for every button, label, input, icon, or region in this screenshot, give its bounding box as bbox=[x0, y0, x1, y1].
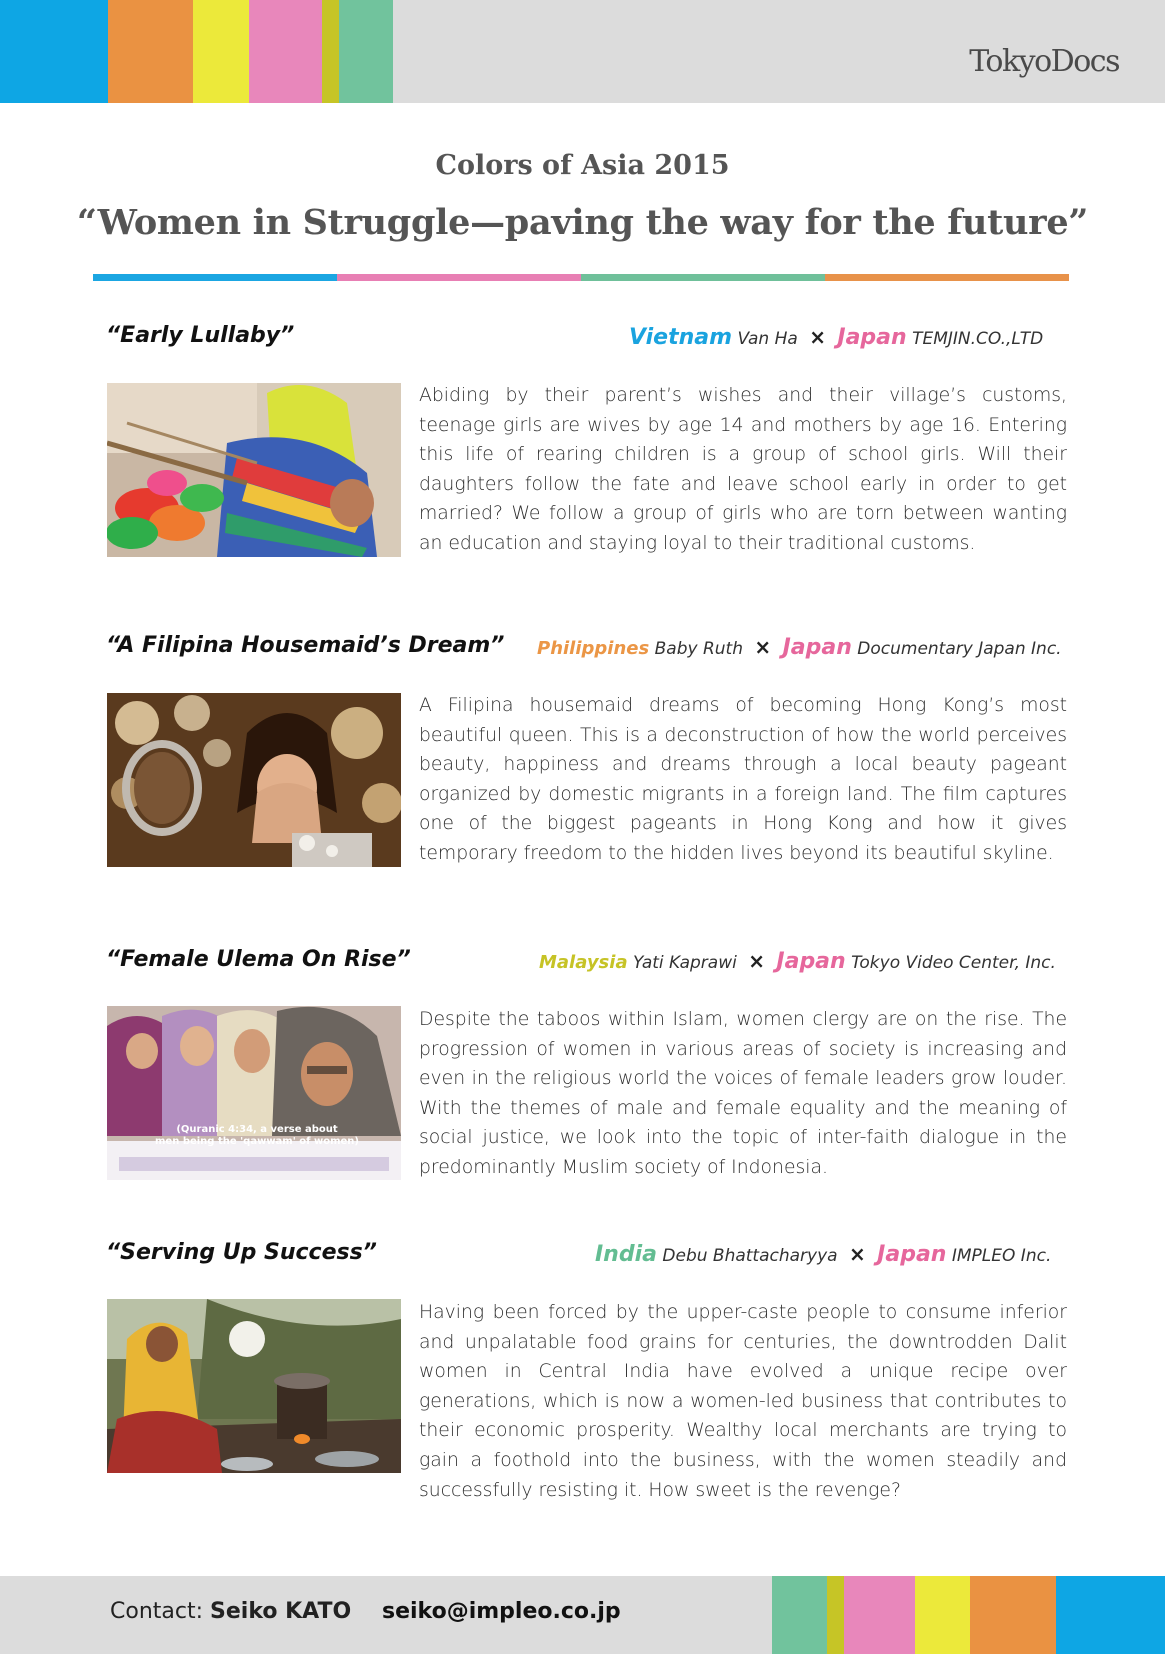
header-stripe-pink bbox=[249, 0, 322, 103]
film-female-ulema-on-rise bbox=[0, 947, 1165, 1187]
image-caption-line-1: (Quranic 4:34, a verse about bbox=[176, 1124, 338, 1135]
director-name: Baby Ruth bbox=[654, 639, 743, 659]
film-filipina-housemaids-dream bbox=[0, 633, 1165, 873]
footer-stripe-orange bbox=[970, 1576, 1056, 1654]
footer-stripe-green bbox=[772, 1576, 827, 1654]
film-title: “Early Lullaby” bbox=[106, 323, 295, 348]
contact-name: Seiko KATO bbox=[210, 1599, 352, 1624]
contact-label: Contact: bbox=[110, 1599, 204, 1624]
contact-line bbox=[110, 1599, 351, 1624]
film-still-image bbox=[107, 383, 401, 557]
header-stripe-green bbox=[339, 0, 393, 103]
tokyodocs-logo: TokyoDocs bbox=[969, 44, 1119, 79]
woman-cooking-illustration bbox=[107, 1299, 401, 1473]
film-still-image bbox=[107, 1299, 401, 1473]
header-stripe-orange bbox=[108, 0, 193, 103]
rule-segment-blue bbox=[93, 274, 337, 281]
film-credit bbox=[629, 325, 1043, 350]
director-name: Debu Bhattacharyya bbox=[662, 1246, 838, 1266]
film-title: “Serving Up Success” bbox=[106, 1240, 377, 1265]
film-early-lullaby bbox=[0, 323, 1165, 563]
event-subtitle: Colors of Asia 2015 bbox=[435, 150, 730, 181]
film-credit bbox=[539, 949, 1056, 974]
country-japan: Japan bbox=[776, 949, 846, 974]
header-stripe-yellow bbox=[193, 0, 249, 103]
film-still-image bbox=[107, 693, 401, 867]
multicolor-rule bbox=[93, 274, 1069, 281]
film-title: “A Filipina Housemaid’s Dream” bbox=[106, 633, 505, 658]
footer-band bbox=[0, 1576, 1165, 1654]
country-japan: Japan bbox=[782, 635, 852, 660]
header-stripe-olive bbox=[322, 0, 339, 103]
image-caption-line-2: men being the 'qawwam' of women) bbox=[155, 1136, 359, 1147]
country-india: India bbox=[595, 1242, 657, 1267]
country-malaysia: Malaysia bbox=[539, 952, 628, 973]
company-name: TEMJIN.CO.,LTD bbox=[912, 329, 1044, 349]
director-name: Yati Kaprawi bbox=[633, 953, 737, 973]
company-name: IMPLEO Inc. bbox=[951, 1246, 1052, 1266]
film-credit bbox=[595, 1242, 1051, 1267]
rule-segment-orange bbox=[825, 274, 1069, 281]
film-serving-up-success bbox=[0, 1240, 1165, 1520]
cross-icon: × bbox=[754, 635, 772, 659]
director-name: Van Ha bbox=[737, 329, 798, 349]
cross-icon: × bbox=[809, 325, 826, 349]
footer-stripe-yellow bbox=[915, 1576, 970, 1654]
film-title: “Female Ulema On Rise” bbox=[106, 947, 411, 972]
country-japan: Japan bbox=[837, 325, 907, 350]
country-philippines: Philippines bbox=[537, 638, 650, 659]
country-japan: Japan bbox=[877, 1242, 947, 1267]
cross-icon: × bbox=[849, 1242, 866, 1266]
beauty-queen-illustration bbox=[107, 693, 401, 867]
country-vietnam: Vietnam bbox=[629, 325, 733, 350]
film-credit bbox=[537, 635, 1062, 660]
rule-segment-pink bbox=[337, 274, 581, 281]
film-synopsis: A Filipina housemaid dreams of becoming Hong Kong’s most beautiful queen. This is a deconstruction of how the world perceives beauty, happiness and dreams through a local beauty pageant organized by domestic migrants in a foreign land. The film captures one of the biggest pageants in Hong Kong and how it gives temporary freedom to the hidden lives beyond its beautiful skyline. bbox=[419, 695, 1067, 864]
footer-stripe-blue bbox=[1056, 1576, 1165, 1654]
hijab-women-illustration bbox=[107, 1006, 401, 1180]
header-band bbox=[0, 0, 1165, 103]
girls-thread-illustration bbox=[107, 383, 401, 557]
footer-stripe-olive bbox=[827, 1576, 844, 1654]
rule-segment-green bbox=[581, 274, 825, 281]
header-stripe-blue bbox=[0, 0, 108, 103]
contact-email-link[interactable]: seiko@impleo.co.jp bbox=[382, 1599, 621, 1624]
event-title: “Women in Struggle—paving the way for the future” bbox=[76, 202, 1089, 243]
film-synopsis: Having been forced by the upper-caste people to consume inferior and unpalatable food grains for centuries, the downtrodden Dalit women in Central India have evolved a unique recipe over generations, which is now a women-led business that contributes to their economic prosperity. Wealthy local merchants are trying to gain a foothold into the business, with the women steadily and successfully resisting it. How sweet is the revenge? bbox=[419, 1302, 1067, 1501]
company-name: Documentary Japan Inc. bbox=[857, 639, 1062, 659]
company-name: Tokyo Video Center, Inc. bbox=[851, 953, 1056, 973]
footer-stripe-pink bbox=[844, 1576, 915, 1654]
film-synopsis: Despite the taboos within Islam, women clergy are on the rise. The progression of women in various areas of society is increasing and even in the religious world the voices of female leaders grow louder. With the themes of male and female equality and the meaning of social justice, we look into the topic of inter-faith dialogue in the predominantly Muslim society of Indonesia. bbox=[419, 1009, 1067, 1178]
film-still-image bbox=[107, 1006, 401, 1180]
cross-icon: × bbox=[748, 949, 765, 973]
film-synopsis: Abiding by their parent’s wishes and their village’s customs, teenage girls are wives by age 14 and mothers by age 16. Entering this life of rearing children is a group of school girls. Will their daughters follow the fate and leave school early in order to get married? We follow a group of girls who are torn between wanting an education and staying loyal to their traditional customs. bbox=[419, 385, 1067, 554]
